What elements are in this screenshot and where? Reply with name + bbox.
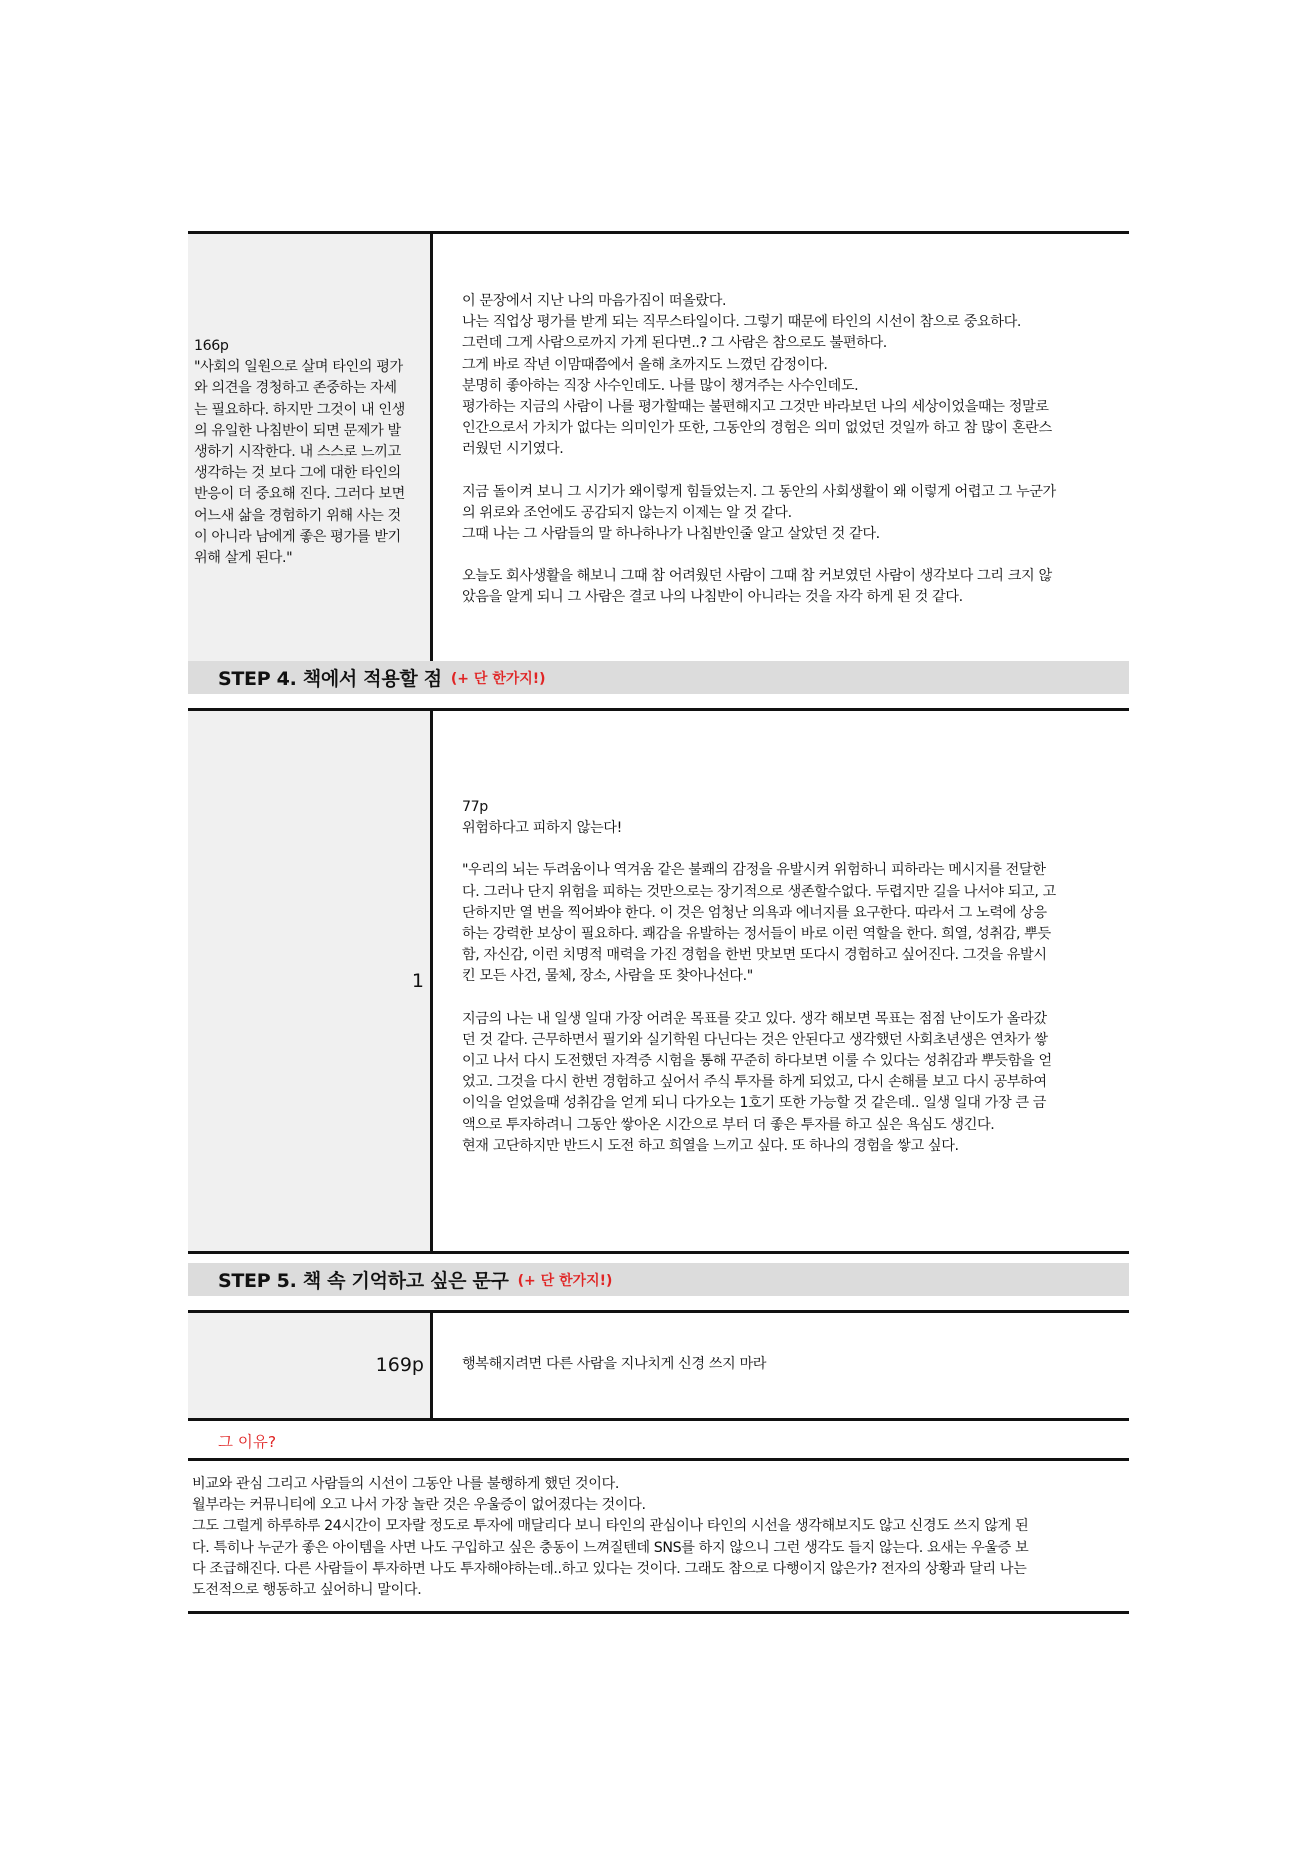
step4-number-cell — [188, 711, 433, 1251]
step4-reflection-line: 액으로 투자하려니 그동안 쌓아온 시간으로 부터 더 좋은 투자를 하고 싶은 욕심도 생긴다. — [462, 1116, 995, 1133]
step5-header — [188, 1263, 1129, 1296]
reflection-line: 분명히 좋아하는 직장 사수인데도. 나를 많이 챙겨주는 사수인데도. — [462, 377, 859, 394]
step4-quote-line: 단하지만 열 번을 찍어봐야 한다. 이 것은 엄청난 의욕과 에너지를 요구한다. 따라서 그 노력에 상응 — [462, 904, 1047, 921]
reason-line: 도전적으로 행동하고 싶어하니 말이다. — [192, 1582, 422, 1599]
step4-quote-line: "우리의 뇌는 두려움이나 역겨움 같은 불쾌의 감정을 유발시켜 위험하니 피하라는 메시지를 전달한 — [462, 862, 1046, 879]
quote-line: 반응이 더 중요해 진다. 그러다 보면 — [194, 486, 405, 503]
step4-header — [188, 661, 1129, 694]
step5-quote-cell — [433, 1313, 1129, 1418]
reflection-row — [188, 234, 1129, 661]
reflection-line: 지금 돌이켜 보니 그 시기가 왜이렇게 힘들었는지. 그 동안의 사회생활이 왜 이렇게 어렵고 그 누군가 — [462, 483, 1056, 500]
step4-row — [188, 711, 1129, 1251]
reflection-line: 이 문장에서 지난 나의 마음가짐이 떠올랐다. — [462, 293, 727, 309]
reason-line: 다. 특히나 누군가 좋은 아이템을 사면 나도 구입하고 싶은 충동이 느껴질텐데 SNS를 하지 않으니 그런 생각도 들지 않는다. 요새는 우울증 보 — [192, 1539, 1029, 1556]
quote-line: 위해 살게 된다." — [194, 550, 293, 567]
step5-title: STEP 5. 책 속 기억하고 싶은 문구 — [218, 1270, 509, 1292]
reflection-line: 그게 바로 작년 이맘때쯤에서 올해 초까지도 느꼈던 감정이다. — [462, 356, 828, 373]
reason-line: 월부라는 커뮤니티에 오고 나서 가장 놀란 것은 우울증이 없어졌다는 것이다. — [192, 1497, 646, 1514]
reflection-line: 의 위로와 조언에도 공감되지 않는지 이제는 알 것 같다. — [462, 504, 792, 521]
step5-page-ref: 169p — [375, 1354, 424, 1376]
step4-page-ref: 77p — [462, 799, 488, 815]
step4-reflection-line: 었고. 그것을 다시 한번 경험하고 싶어서 주식 투자를 하게 되었고, 다시 손해를 보고 다시 공부하여 — [462, 1074, 1047, 1091]
reason-row — [188, 1421, 1129, 1458]
step4-quote-line: 다. 그러나 단지 위험을 피하는 것만으로는 장기적으로 생존할수없다. 두렵지만 길을 나서야 되고, 고 — [462, 883, 1056, 900]
reflection-line: 그때 나는 그 사람들의 말 하나하나가 나침반인줄 알고 살았던 것 같다. — [462, 526, 880, 543]
step4-reflection-line: 지금의 나는 내 일생 일대 가장 어려운 목표를 갖고 있다. 생각 해보면 목표는 점점 난이도가 올라갔 — [462, 1010, 1047, 1027]
worksheet — [188, 231, 1129, 1614]
reflection-line: 평가하는 지금의 사람이 나를 평가할때는 불편해지고 그것만 바라보던 나의 세상이었을때는 정말로 — [462, 399, 1049, 416]
reason-label: 그 이유? — [218, 1433, 277, 1451]
final-rule — [188, 1611, 1129, 1614]
reflection-cell — [433, 234, 1129, 661]
reflection-line: 인간으로서 가치가 없다는 의미인가 또한, 그동안의 경험은 의미 없었던 것일까 하고 참 많이 혼란스 — [462, 420, 1052, 437]
step4-reflection-line: 이익을 얻었을때 성취감을 얻게 되니 다가오는 1호기 또한 가능할 것 같은데.. 일생 일대 가장 큰 금 — [462, 1095, 1047, 1112]
reflection-line: 나는 직업상 평가를 받게 되는 직무스타일이다. 그렇기 때문에 타인의 시선이 참으로 중요하다. — [462, 314, 1022, 331]
step4-title: STEP 4. 책에서 적용할 점 — [218, 668, 442, 690]
step4-reflection-line: 현재 고단하지만 반드시 도전 하고 희열을 느끼고 싶다. 또 하나의 경험을 쌓고 싶다. — [462, 1137, 959, 1154]
reflection-line: 았음을 알게 되니 그 사람은 결코 나의 나침반이 아니라는 것을 자각 하게 된 것 같다. — [462, 589, 963, 606]
quote-line: 의 유일한 나침반이 되면 문제가 발 — [194, 422, 401, 439]
step4-reflection-line: 이고 나서 다시 도전했던 자격증 시험을 통해 꾸준히 하다보면 이룰 수 있다는 성취감과 뿌듯함을 얻 — [462, 1053, 1052, 1070]
quote-line: 와 의견을 경청하고 존중하는 자세 — [194, 380, 397, 397]
step5-note: (+ 단 한가지!) — [517, 1272, 613, 1289]
step5-quote: 행복해지려면 다른 사람을 지나치게 신경 쓰지 마라 — [462, 1356, 767, 1372]
quote-line: "사회의 일원으로 살며 타인의 평가 — [194, 359, 403, 376]
step4-quote-line: 하는 강력한 보상이 필요하다. 쾌감을 유발하는 정서들이 바로 이런 역할을 한다. 희열, 성취감, 뿌듯 — [462, 926, 1051, 943]
reason-line: 다 조급해진다. 다른 사람들이 투자하면 나도 투자해야하는데..하고 있다는 것이다. 그래도 참으로 다행이지 않은가? 전자의 상황과 달리 나는 — [192, 1560, 1027, 1577]
reflection-line: 오늘도 회사생활을 해보니 그때 참 어려웠던 사람이 그때 참 커보였던 사람이 생각보다 그리 크지 않 — [462, 568, 1052, 585]
step5-row — [188, 1313, 1129, 1418]
step5-page-cell — [188, 1313, 433, 1418]
step4-reflection-line: 던 것 같다. 근무하면서 필기와 실기학원 다닌다는 것은 안된다고 생각했던 사회초년생은 연차가 쌓 — [462, 1031, 1048, 1048]
step4-quote-line: 함, 자신감, 이런 치명적 매력을 가진 경험을 한번 맛보면 또다시 경험하고 싶어진다. 그것을 유발시 — [462, 947, 1047, 964]
quote-cell — [188, 234, 433, 661]
reason-body — [188, 1461, 1129, 1611]
reason-line: 비교와 관심 그리고 사람들의 시선이 그동안 나를 불행하게 했던 것이다. — [192, 1476, 619, 1492]
reason-line: 그도 그럴게 하루하루 24시간이 모자랄 정도로 투자에 매달리다 보니 타인의 관심이나 타인의 시선을 생각해보지도 않고 신경도 쓰지 않게 된 — [192, 1518, 1029, 1535]
step4-quote-line: 킨 모든 사건, 물체, 장소, 사람을 또 찾아나선다." — [462, 968, 753, 985]
reflection-line: 그런데 그게 사람으로까지 가게 된다면..? 그 사람은 참으로도 불편하다. — [462, 335, 887, 352]
quote-line: 이 아니라 남에게 좋은 평가를 받기 — [194, 528, 401, 545]
reflection-line: 러웠던 시기였다. — [462, 441, 564, 458]
quote-line: 생각하는 것 보다 그에 대한 타인의 — [194, 465, 401, 482]
quote-line: 생하기 시작한다. 내 스스로 느끼고 — [194, 444, 401, 461]
quote-line: 어느새 삶을 경험하기 위해 사는 것 — [194, 507, 401, 524]
quote-line: 는 필요하다. 하지만 그것이 내 인생 — [194, 401, 405, 418]
step4-number: 1 — [411, 970, 424, 992]
step4-headline: 위험하다고 피하지 않는다! — [462, 820, 622, 837]
step4-content-cell — [433, 711, 1129, 1251]
step4-note: (+ 단 한가지!) — [450, 670, 546, 687]
quote-page: 166p — [194, 338, 229, 354]
